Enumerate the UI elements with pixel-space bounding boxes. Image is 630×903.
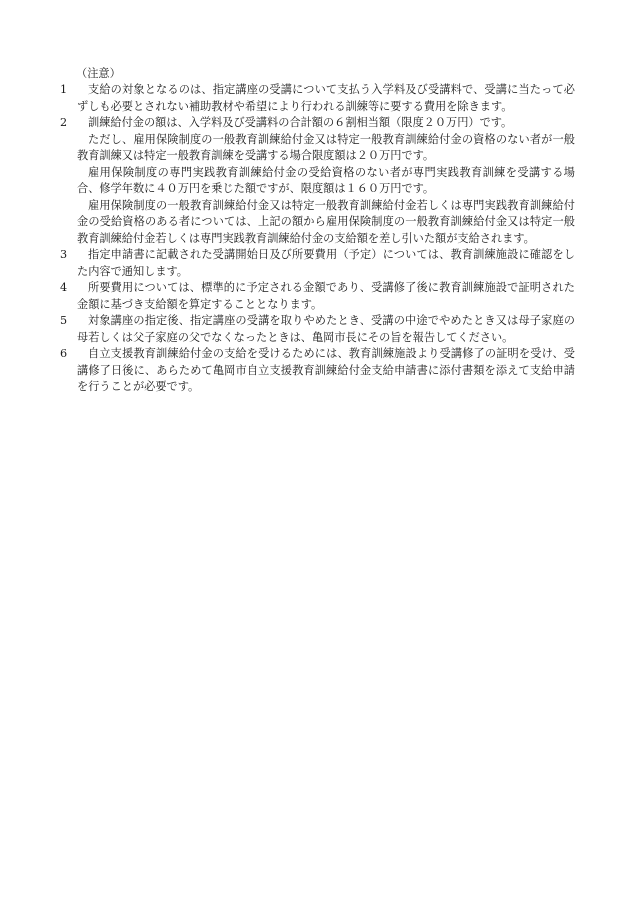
note-item-6 [60,346,575,396]
note-item-5 [60,313,575,346]
note-number: 5 [60,314,68,327]
note-item-3 [60,247,575,280]
note-subparagraph: 雇用保険制度の専門実践教育訓練給付金の受給資格のない者が専門実践教育訓練を受講する場合、修学年数に４０万円を乗じた額ですが、限度額は１６０万円です。 [77,165,575,195]
note-subparagraph: 雇用保険制度の一般教育訓練給付金又は特定一般教育訓練給付金若しくは専門実践教育訓練給付金の受給資格のある者については、上記の額から雇用保険制度の一般教育訓練給付金又は特定一般教育訓練給付金若しくは専門実践教育訓練給付金の支給額を差し引いた額が支給されます。 [77,198,575,245]
note-number: 2 [60,116,68,129]
note-item-1 [60,82,575,115]
note-number: 1 [60,83,68,96]
notes-heading: （注意） [76,67,121,80]
note-text: 対象講座の指定後、指定講座の受講を取りやめたとき、受講の中途でやめたとき又は母子家庭の母若しくは父子家庭の父でなくなったときは、亀岡市長にその旨を報告してください。 [77,314,575,344]
notes-list [60,82,575,396]
note-text: 支給の対象となるのは、指定講座の受講について支払う入学料及び受講料で、受講に当たって必ずしも必要とされない補助教材や希望により行われる訓練等に要する費用を除きます。 [77,83,575,113]
note-number: 4 [60,281,68,294]
note-item-2 [60,115,575,247]
note-subparagraph: ただし、雇用保険制度の一般教育訓練給付金又は特定一般教育訓練給付金の資格のない者が一般教育訓練又は特定一般教育訓練を受講する場合限度額は２０万円です。 [77,132,575,162]
note-text: 所要費用については、標準的に予定される金額であり、受講修了後に教育訓練施設で証明された金額に基づき支給額を算定することとなります。 [77,281,575,311]
note-number: 3 [60,248,68,261]
note-item-4 [60,280,575,313]
note-text: 自立支援教育訓練給付金の支給を受けるためには、教育訓練施設より受講修了の証明を受け、受講修了日後に、あらためて亀岡市自立支援教育訓練給付金支給申請書に添付書類を添えて支給申請を行うことが必要です。 [77,347,575,393]
note-text: 指定申請書に記載された受講開始日及び所要費用（予定）については、教育訓練施設に確認をした内容で通知します。 [77,248,575,278]
note-text: 訓練給付金の額は、入学料及び受講料の合計額の６割相当額（限度２０万円）です。 [88,116,513,129]
note-number: 6 [60,347,68,360]
